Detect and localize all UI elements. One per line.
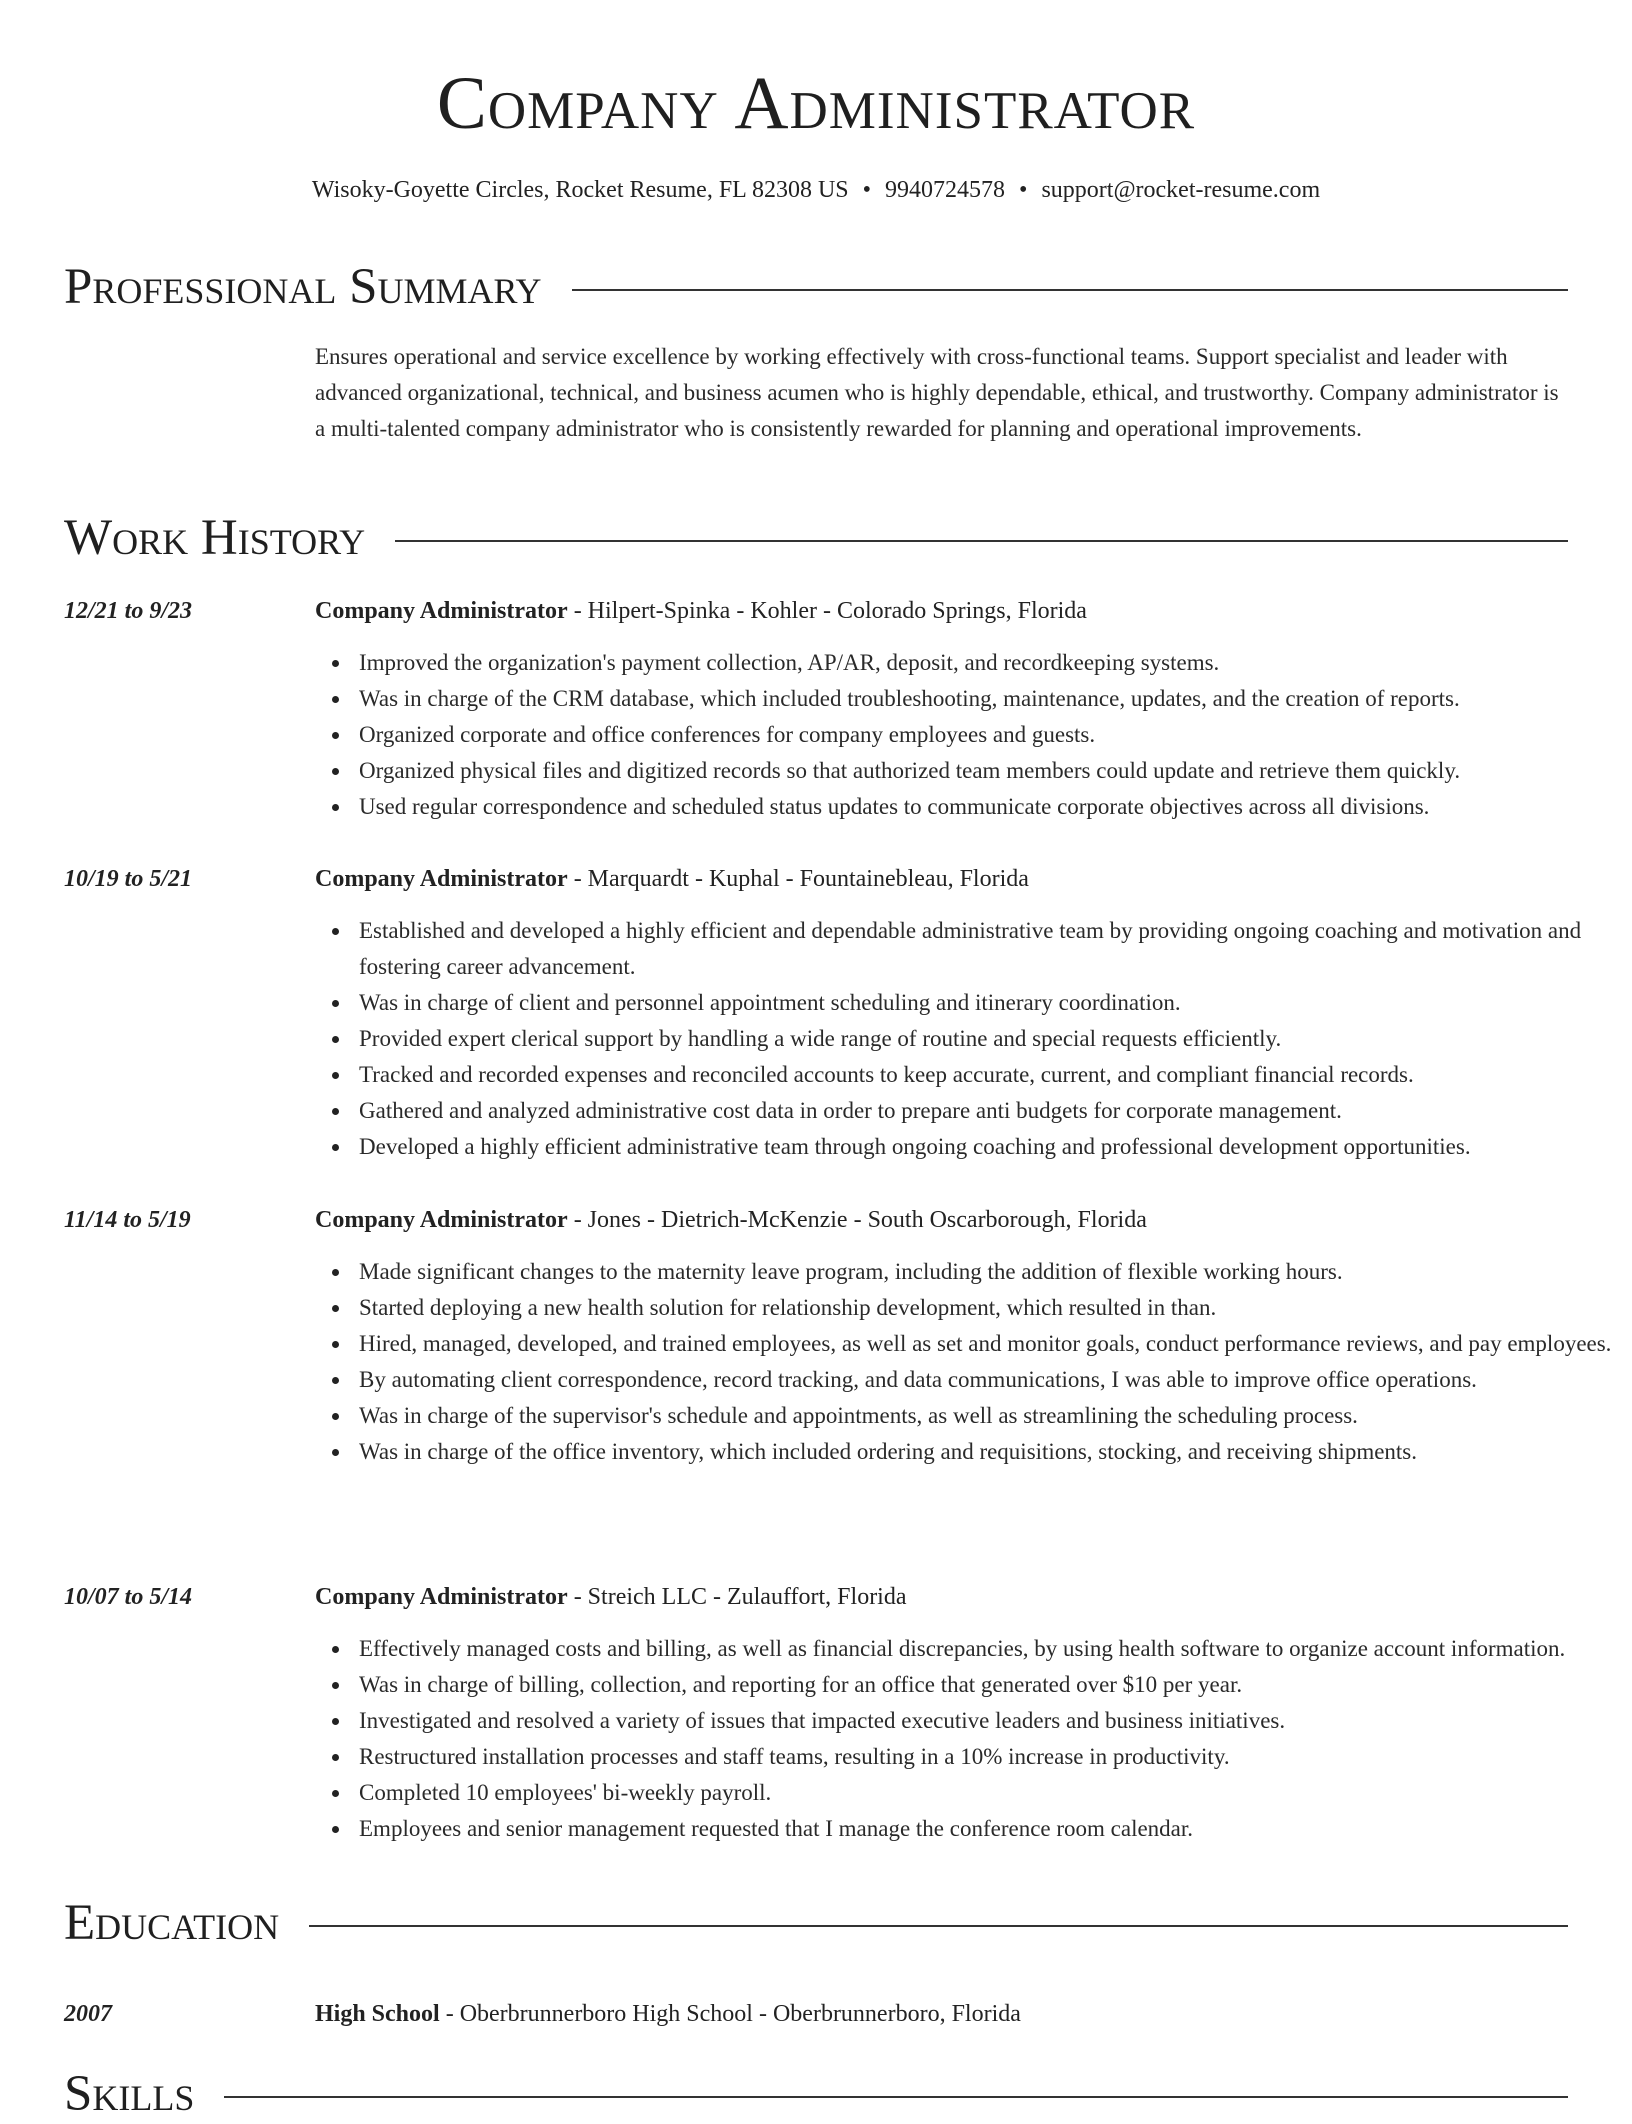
job-bullet: By automating client correspondence, record tracking, and data communications, I was able to improve office operations. [359, 1362, 1612, 1398]
job-dates: 11/14 to 5/19 [64, 1207, 191, 1233]
job-bullet: Was in charge of client and personnel appointment scheduling and itinerary coordination. [359, 985, 1612, 1021]
job-bullet: Used regular correspondence and scheduled status updates to communicate corporate objectives across all divisions. [359, 789, 1612, 825]
section-divider [224, 2096, 1568, 2098]
job-bullet: Hired, managed, developed, and trained employees, as well as set and monitor goals, conduct performance reviews, and pay employees. [359, 1326, 1612, 1362]
job-bullet: Was in charge of the CRM database, which included troubleshooting, maintenance, updates, and the creation of reports. [359, 681, 1612, 717]
contact-phone: 9940724578 [885, 177, 1006, 203]
job-bullet-list [315, 1254, 1612, 1470]
job-dates: 10/07 to 5/14 [64, 1584, 193, 1610]
contact-separator: • [1019, 177, 1028, 203]
section-divider [572, 289, 1568, 291]
job-role: Company Administrator [315, 1584, 568, 1610]
section-header-skills [64, 2064, 1568, 2124]
job-bullet: Improved the organization's payment collection, AP/AR, deposit, and recordkeeping systems. [359, 645, 1612, 681]
job-role: Company Administrator [315, 598, 568, 624]
job-company-location: - Hilpert-Spinka - Kohler - Colorado Springs, Florida [567, 598, 1087, 624]
section-divider [309, 1925, 1568, 1927]
job-title-line [315, 593, 1568, 629]
section-header-summary [64, 257, 1568, 317]
section-header-work-history [64, 508, 1568, 568]
contact-address: Wisoky-Goyette Circles, Rocket Resume, FL 82308 US [311, 177, 849, 203]
education-degree: High School [315, 2001, 440, 2027]
job-bullet: Employees and senior management requested that I manage the conference room calendar. [359, 1811, 1612, 1847]
section-title-skills: Skills [64, 2066, 195, 2122]
job-dates: 12/21 to 9/23 [64, 598, 193, 624]
resume-name-heading: Company Administrator [436, 62, 1196, 145]
section-title-summary: Professional Summary [64, 259, 542, 315]
section-header-education [64, 1893, 1568, 1953]
section-divider [395, 540, 1568, 542]
job-bullet: Made significant changes to the maternity leave program, including the addition of flexible working hours. [359, 1254, 1612, 1290]
job-bullet-list [315, 645, 1612, 825]
summary-text: Ensures operational and service excellence by working effectively with cross-functional teams. Support specialist and leader with advanced organizational, technical, and business acumen who is highly dependable, ethical, and trustworthy. Company administrator is a multi-talented company administrator who is consistently rewarded for planning and operational improvements. [315, 344, 1559, 441]
job-bullet: Effectively managed costs and billing, as well as financial discrepancies, by using health software to organize account information. [359, 1631, 1612, 1667]
contact-line [0, 174, 1632, 206]
job-company-location: - Streich LLC - Zulauffort, Florida [567, 1584, 907, 1610]
job-role: Company Administrator [315, 866, 568, 892]
job-bullet: Was in charge of the office inventory, which included ordering and requisitions, stocking, and receiving shipments. [359, 1434, 1612, 1470]
education-school-location: - Oberbrunnerboro High School - Oberbrunnerboro, Florida [439, 2001, 1021, 2027]
job-bullet-list [315, 913, 1612, 1165]
job-dates: 10/19 to 5/21 [64, 866, 193, 892]
job-title-line [315, 861, 1568, 897]
job-role: Company Administrator [315, 1207, 568, 1233]
job-title-line [315, 1579, 1568, 1615]
job-bullet: Provided expert clerical support by handling a wide range of routine and special requests efficiently. [359, 1021, 1612, 1057]
job-bullet: Was in charge of billing, collection, and reporting for an office that generated over $10 per year. [359, 1667, 1612, 1703]
job-bullet: Tracked and recorded expenses and reconciled accounts to keep accurate, current, and compliant financial records. [359, 1057, 1612, 1093]
job-bullet: Developed a highly efficient administrative team through ongoing coaching and professional development opportunities. [359, 1129, 1612, 1165]
job-title-line [315, 1202, 1568, 1238]
section-title-education: Education [64, 1895, 280, 1951]
job-company-location: - Marquardt - Kuphal - Fountainebleau, Florida [567, 866, 1029, 892]
job-bullet: Was in charge of the supervisor's schedule and appointments, as well as streamlining the scheduling process. [359, 1398, 1612, 1434]
job-bullet: Started deploying a new health solution for relationship development, which resulted in than. [359, 1290, 1612, 1326]
job-bullet: Organized corporate and office conferences for company employees and guests. [359, 717, 1612, 753]
job-bullet: Restructured installation processes and staff teams, resulting in a 10% increase in productivity. [359, 1739, 1612, 1775]
job-bullet: Organized physical files and digitized records so that authorized team members could update and retrieve them quickly. [359, 753, 1612, 789]
job-company-location: - Jones - Dietrich-McKenzie - South Oscarborough, Florida [567, 1207, 1147, 1233]
education-year: 2007 [64, 2001, 112, 2027]
education-title-line [315, 1996, 1568, 2032]
contact-email: support@rocket-resume.com [1041, 177, 1321, 203]
job-bullet: Investigated and resolved a variety of issues that impacted executive leaders and business initiatives. [359, 1703, 1612, 1739]
job-bullet: Established and developed a highly efficient and dependable administrative team by providing ongoing coaching and motivation and fostering career advancement. [359, 913, 1612, 985]
job-bullet: Gathered and analyzed administrative cost data in order to prepare anti budgets for corporate management. [359, 1093, 1612, 1129]
job-bullet: Completed 10 employees' bi-weekly payroll. [359, 1775, 1612, 1811]
job-bullet-list [315, 1631, 1612, 1847]
contact-separator: • [862, 177, 872, 203]
section-title-work-history: Work History [64, 510, 366, 566]
